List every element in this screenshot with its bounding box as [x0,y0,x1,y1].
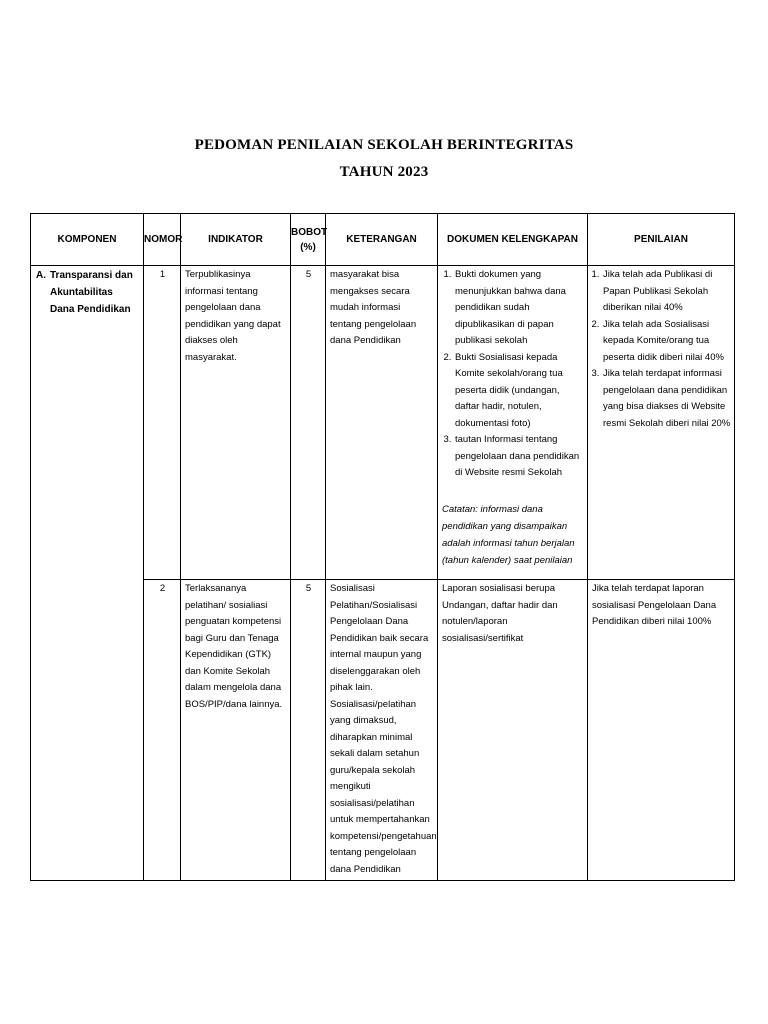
table-header-row [31,214,735,266]
list-item: 2. Bukti Sosialisasi kepada Komite sekolah/orang tua peserta didik (undangan, daftar hadir, notulen, dokumentasi foto) [454,350,584,433]
komponen-marker: A. [36,270,46,281]
assessment-table [30,213,735,881]
list-item: 1. Bukti dokumen yang menunjukkan bahwa dana pendidikan sudah dipublikasikan di papan publikasi sekolah [454,267,584,350]
table-row [31,266,735,580]
list-item: 3. tautan Informasi tentang pengelolaan dana pendidikan di Website resmi Sekolah [454,432,584,482]
header-indikator: INDIKATOR [181,214,291,266]
document-year: TAHUN 2023 [339,164,429,180]
nomor-cell: 2 [144,580,181,881]
dokumen-list [442,267,584,482]
header-komponen: KOMPONEN [31,214,144,266]
keterangan-cell: masyarakat bisa mengakses secara mudah informasi tentang pengelolaan dana Pendidikan [326,266,438,580]
penilaian-cell: Jika telah terdapat laporan sosialisasi Pengelolaan Dana Pendidikan diberi nilai 100% [588,580,735,881]
dokumen-note: Catatan: informasi dana pendidikan yang disampaikan adalah informasi tahun berjalan (tahun kalender) saat penilaian [442,503,575,566]
dokumen-cell [438,266,588,580]
bobot-cell: 5 [291,266,326,580]
list-item: 3. Jika telah terdapat informasi pengelolaan dana pendidikan yang bisa diakses di Website resmi Sekolah diberi nilai 20% [602,366,731,432]
keterangan-cell: Sosialisasi Pelatihan/Sosialisasi Pengelolaan Dana Pendidikan baik secara internal maupun yang diselenggarakan oleh pihak lain. Sosialisasi/pelatihan yang dimaksud, diharapkan minimal sekali dalam setahun guru/kepala sekolah mengikuti sosialisasi/pelatihan untuk mempertahankan kompetensi/pengetahuan tentang pengelolaan dana Pendidikan [326,580,438,881]
penilaian-list [592,267,731,432]
list-item: 1. Jika telah ada Publikasi di Papan Publikasi Sekolah diberikan nilai 40% [602,267,731,317]
komponen-cell [31,266,144,881]
document-title: PEDOMAN PENILAIAN SEKOLAH BERINTEGRITAS [194,137,574,153]
header-bobot: BOBOT (%) [291,214,326,266]
indikator-cell: Terpublikasinya informasi tentang pengelolaan dana pendidikan yang dapat diakses oleh masyarakat. [181,266,291,580]
header-penilaian: PENILAIAN [588,214,735,266]
indikator-cell: Terlaksananya pelatihan/ sosialiasi penguatan kompetensi bagi Guru dan Tenaga Kependidikan (GTK) dan Komite Sekolah dalam mengelola dana BOS/PIP/dana lainnya. [181,580,291,881]
list-item: 2. Jika telah ada Sosialisasi kepada Komite/orang tua peserta didik diberi nilai 40% [602,317,731,367]
nomor-cell: 1 [144,266,181,580]
header-keterangan: KETERANGAN [326,214,438,266]
header-nomor: NOMOR [144,214,181,266]
header-dokumen: DOKUMEN KELENGKAPAN [438,214,588,266]
bobot-cell: 5 [291,580,326,881]
komponen-label: Transparansi dan Akuntabilitas Dana Pendidikan [50,270,133,315]
penilaian-cell [588,266,735,580]
dokumen-cell: Laporan sosialisasi berupa Undangan, daftar hadir dan notulen/laporan sosialisasi/sertifikat [438,580,588,881]
